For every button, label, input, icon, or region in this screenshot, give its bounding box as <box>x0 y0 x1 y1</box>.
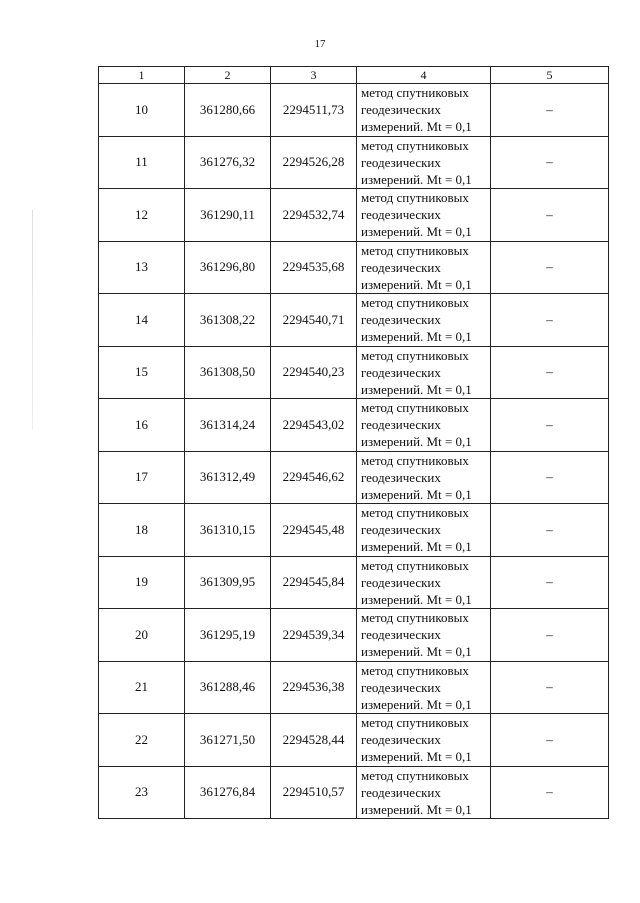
y-coordinate-cell: 2294540,23 <box>271 346 357 399</box>
table-row <box>99 294 609 347</box>
table-row <box>99 714 609 767</box>
table-row <box>99 766 609 819</box>
method-text-line: метод спутниковых <box>361 190 469 206</box>
note-cell: – <box>491 609 609 662</box>
coordinates-table <box>98 66 609 819</box>
table-row <box>99 661 609 714</box>
note-cell: – <box>491 294 609 347</box>
y-coordinate-cell: 2294545,84 <box>271 556 357 609</box>
method-text-line: измерений. Mt = 0,1 <box>361 276 472 292</box>
method-cell <box>357 714 491 767</box>
note-cell: – <box>491 714 609 767</box>
note-cell: – <box>491 189 609 242</box>
y-coordinate-cell: 2294539,34 <box>271 609 357 662</box>
method-text-line: метод спутниковых <box>361 452 469 468</box>
method-cell <box>357 451 491 504</box>
method-text-line: геодезических <box>361 627 441 643</box>
method-cell <box>357 766 491 819</box>
scan-artifact-line <box>32 210 33 430</box>
method-text-line: измерений. Mt = 0,1 <box>361 801 472 817</box>
table-row <box>99 609 609 662</box>
x-coordinate-cell: 361310,15 <box>185 504 271 557</box>
y-coordinate-cell: 2294546,62 <box>271 451 357 504</box>
point-number-cell: 20 <box>99 609 185 662</box>
y-coordinate-cell: 2294532,74 <box>271 189 357 242</box>
x-coordinate-cell: 361312,49 <box>185 451 271 504</box>
table-row <box>99 346 609 399</box>
method-text-line: метод спутниковых <box>361 347 469 363</box>
method-cell <box>357 504 491 557</box>
method-cell <box>357 661 491 714</box>
method-cell <box>357 346 491 399</box>
method-text-line: измерений. Mt = 0,1 <box>361 171 472 187</box>
table-row <box>99 189 609 242</box>
table-row <box>99 556 609 609</box>
header-col-1: 1 <box>99 67 185 84</box>
method-text-line: метод спутниковых <box>361 295 469 311</box>
method-text-line: геодезических <box>361 154 441 170</box>
point-number-cell: 13 <box>99 241 185 294</box>
method-text-line: геодезических <box>361 312 441 328</box>
y-coordinate-cell: 2294536,38 <box>271 661 357 714</box>
table-row <box>99 504 609 557</box>
x-coordinate-cell: 361290,11 <box>185 189 271 242</box>
method-cell <box>357 556 491 609</box>
y-coordinate-cell: 2294540,71 <box>271 294 357 347</box>
method-text-line: геодезических <box>361 469 441 485</box>
method-text-line: геодезических <box>361 522 441 538</box>
note-cell: – <box>491 399 609 452</box>
note-cell: – <box>491 661 609 714</box>
method-cell <box>357 609 491 662</box>
header-row <box>99 67 609 84</box>
point-number-cell: 14 <box>99 294 185 347</box>
method-text-line: метод спутниковых <box>361 715 469 731</box>
page-number: 17 <box>314 38 326 50</box>
header-col-3: 3 <box>271 67 357 84</box>
point-number-cell: 21 <box>99 661 185 714</box>
method-text-line: измерений. Mt = 0,1 <box>361 224 472 240</box>
table-row <box>99 136 609 189</box>
method-text-line: измерений. Mt = 0,1 <box>361 539 472 555</box>
method-text-line: метод спутниковых <box>361 505 469 521</box>
method-cell <box>357 84 491 137</box>
method-text-line: измерений. Mt = 0,1 <box>361 749 472 765</box>
point-number-cell: 16 <box>99 399 185 452</box>
point-number-cell: 23 <box>99 766 185 819</box>
header-col-5: 5 <box>491 67 609 84</box>
note-cell: – <box>491 504 609 557</box>
method-text-line: измерений. Mt = 0,1 <box>361 486 472 502</box>
x-coordinate-cell: 361271,50 <box>185 714 271 767</box>
point-number-cell: 18 <box>99 504 185 557</box>
point-number-cell: 12 <box>99 189 185 242</box>
method-cell <box>357 399 491 452</box>
method-text-line: измерений. Mt = 0,1 <box>361 696 472 712</box>
method-text-line: измерений. Mt = 0,1 <box>361 119 472 135</box>
method-text-line: геодезических <box>361 259 441 275</box>
method-text-line: измерений. Mt = 0,1 <box>361 329 472 345</box>
method-text-line: измерений. Mt = 0,1 <box>361 644 472 660</box>
y-coordinate-cell: 2294510,57 <box>271 766 357 819</box>
method-text-line: метод спутниковых <box>361 400 469 416</box>
header-col-4: 4 <box>357 67 491 84</box>
method-text-line: метод спутниковых <box>361 662 469 678</box>
method-text-line: геодезических <box>361 679 441 695</box>
table-row <box>99 241 609 294</box>
note-cell: – <box>491 766 609 819</box>
method-text-line: геодезических <box>361 102 441 118</box>
x-coordinate-cell: 361308,50 <box>185 346 271 399</box>
method-text-line: измерений. Mt = 0,1 <box>361 434 472 450</box>
y-coordinate-cell: 2294511,73 <box>271 84 357 137</box>
note-cell: – <box>491 84 609 137</box>
x-coordinate-cell: 361314,24 <box>185 399 271 452</box>
method-text-line: геодезических <box>361 417 441 433</box>
method-text-line: геодезических <box>361 732 441 748</box>
note-cell: – <box>491 556 609 609</box>
header-col-2: 2 <box>185 67 271 84</box>
note-cell: – <box>491 136 609 189</box>
y-coordinate-cell: 2294526,28 <box>271 136 357 189</box>
method-cell <box>357 189 491 242</box>
point-number-cell: 17 <box>99 451 185 504</box>
method-text-line: измерений. Mt = 0,1 <box>361 591 472 607</box>
method-text-line: измерений. Mt = 0,1 <box>361 381 472 397</box>
method-text-line: метод спутниковых <box>361 137 469 153</box>
method-text-line: метод спутниковых <box>361 610 469 626</box>
y-coordinate-cell: 2294545,48 <box>271 504 357 557</box>
x-coordinate-cell: 361308,22 <box>185 294 271 347</box>
x-coordinate-cell: 361296,80 <box>185 241 271 294</box>
method-text-line: метод спутниковых <box>361 85 469 101</box>
method-text-line: геодезических <box>361 784 441 800</box>
x-coordinate-cell: 361288,46 <box>185 661 271 714</box>
method-cell <box>357 136 491 189</box>
note-cell: – <box>491 241 609 294</box>
method-cell <box>357 294 491 347</box>
x-coordinate-cell: 361280,66 <box>185 84 271 137</box>
y-coordinate-cell: 2294543,02 <box>271 399 357 452</box>
table-row <box>99 84 609 137</box>
table-row <box>99 451 609 504</box>
point-number-cell: 22 <box>99 714 185 767</box>
x-coordinate-cell: 361309,95 <box>185 556 271 609</box>
method-text-line: геодезических <box>361 364 441 380</box>
note-cell: – <box>491 346 609 399</box>
point-number-cell: 10 <box>99 84 185 137</box>
method-cell <box>357 241 491 294</box>
point-number-cell: 15 <box>99 346 185 399</box>
y-coordinate-cell: 2294528,44 <box>271 714 357 767</box>
method-text-line: метод спутниковых <box>361 242 469 258</box>
note-cell: – <box>491 451 609 504</box>
method-text-line: геодезических <box>361 207 441 223</box>
x-coordinate-cell: 361276,32 <box>185 136 271 189</box>
method-text-line: метод спутниковых <box>361 767 469 783</box>
table-row <box>99 399 609 452</box>
point-number-cell: 11 <box>99 136 185 189</box>
method-text-line: геодезических <box>361 574 441 590</box>
x-coordinate-cell: 361276,84 <box>185 766 271 819</box>
y-coordinate-cell: 2294535,68 <box>271 241 357 294</box>
method-text-line: метод спутниковых <box>361 557 469 573</box>
x-coordinate-cell: 361295,19 <box>185 609 271 662</box>
point-number-cell: 19 <box>99 556 185 609</box>
